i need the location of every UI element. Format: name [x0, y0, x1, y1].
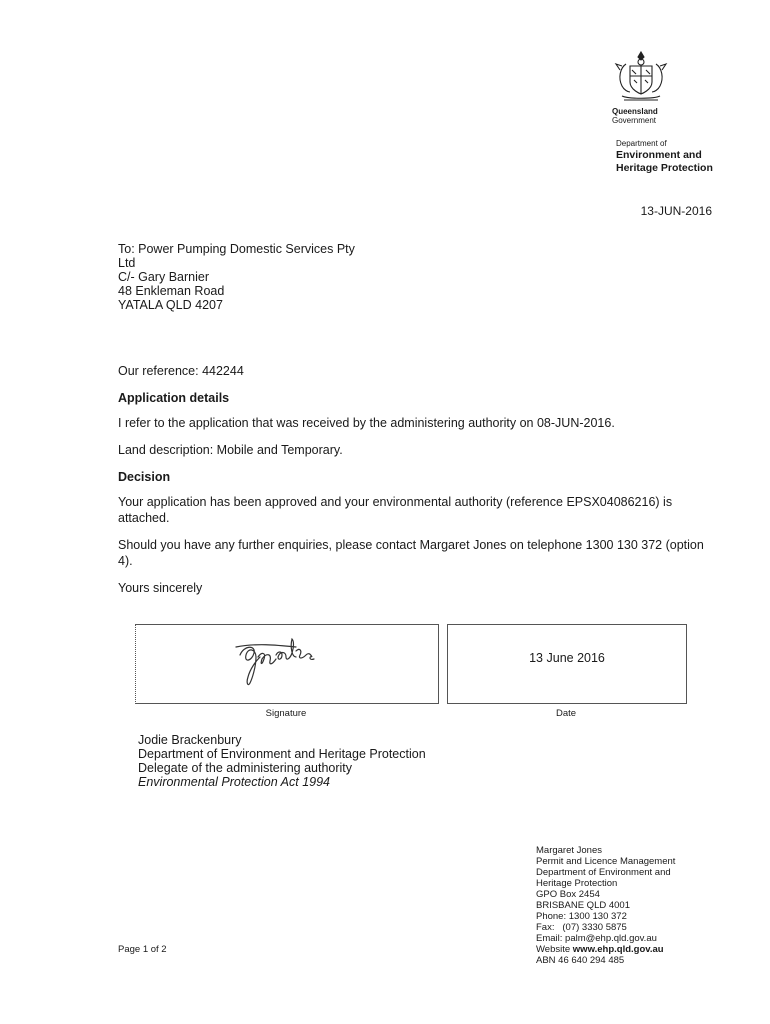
gov-name-line1: Queensland	[612, 107, 658, 116]
website-label: Website	[536, 944, 573, 955]
recipient-address	[118, 242, 355, 312]
page-number: Page 1 of 2	[118, 944, 167, 955]
handwritten-signature	[136, 625, 436, 701]
signature-box	[135, 624, 439, 704]
paragraph-land-description: Land description: Mobile and Temporary.	[118, 443, 343, 457]
signer-details	[138, 733, 426, 789]
signature-label: Signature	[265, 708, 307, 719]
letter-date: 13-JUN-2016	[640, 204, 712, 218]
contact-abn: ABN 46 640 294 485	[536, 955, 625, 966]
website-link[interactable]: www.ehp.qld.gov.au	[572, 944, 664, 955]
signer-name: Jodie Brackenbury	[138, 733, 242, 747]
dept-of-label: Department of	[616, 139, 667, 148]
signer-role: Delegate of the administering authority	[138, 761, 353, 775]
paragraph-enquiries: Should you have any further enquiries, please contact Margaret Jones on telephone 1300 130 372 (option 4).	[118, 538, 704, 568]
contact-city: BRISBANE QLD 4001	[536, 900, 630, 911]
signer-department: Department of Environment and Heritage Protection	[138, 747, 426, 761]
contact-dept-line2: Heritage Protection	[536, 878, 618, 889]
contact-fax: Fax: (07) 3330 5875	[536, 922, 627, 933]
dept-name-line1: Environment and	[616, 149, 702, 161]
coat-of-arms-icon	[612, 48, 670, 106]
paragraph-received: I refer to the application that was received by the administering authority on 08-JUN-2016.	[118, 416, 615, 430]
heading-decision: Decision	[118, 470, 171, 484]
contact-po-box: GPO Box 2454	[536, 889, 600, 900]
letter-body	[118, 363, 708, 607]
contact-unit: Permit and Licence Management	[536, 856, 676, 867]
signed-date: 13 June 2016	[529, 651, 605, 665]
heading-application-details: Application details	[118, 391, 230, 405]
date-box	[447, 624, 687, 704]
address-line: YATALA QLD 4207	[118, 298, 223, 312]
our-reference: Our reference: 442244	[118, 364, 244, 378]
closing: Yours sincerely	[118, 581, 203, 595]
department-header	[616, 139, 713, 175]
signer-act: Environmental Protection Act 1994	[138, 775, 331, 789]
queensland-government-logo	[612, 48, 674, 125]
contact-phone: Phone: 1300 130 372	[536, 911, 627, 922]
dept-name-line2: Heritage Protection	[616, 162, 713, 174]
address-line: C/- Gary Barnier	[118, 270, 209, 284]
contact-name: Margaret Jones	[536, 845, 603, 856]
address-line: 48 Enkleman Road	[118, 284, 225, 298]
contact-dept-line1: Department of Environment and	[536, 867, 671, 878]
contact-email[interactable]: Email: palm@ehp.qld.gov.au	[536, 933, 657, 944]
contact-details	[536, 845, 675, 966]
gov-name-line2: Government	[612, 116, 657, 125]
date-label: Date	[555, 708, 577, 719]
paragraph-approved: Your application has been approved and your environmental authority (reference EPSX04086216) is attached.	[118, 495, 673, 525]
contact-website-line	[536, 944, 675, 955]
address-line: To: Power Pumping Domestic Services Pty	[118, 242, 355, 256]
address-line: Ltd	[118, 256, 136, 270]
